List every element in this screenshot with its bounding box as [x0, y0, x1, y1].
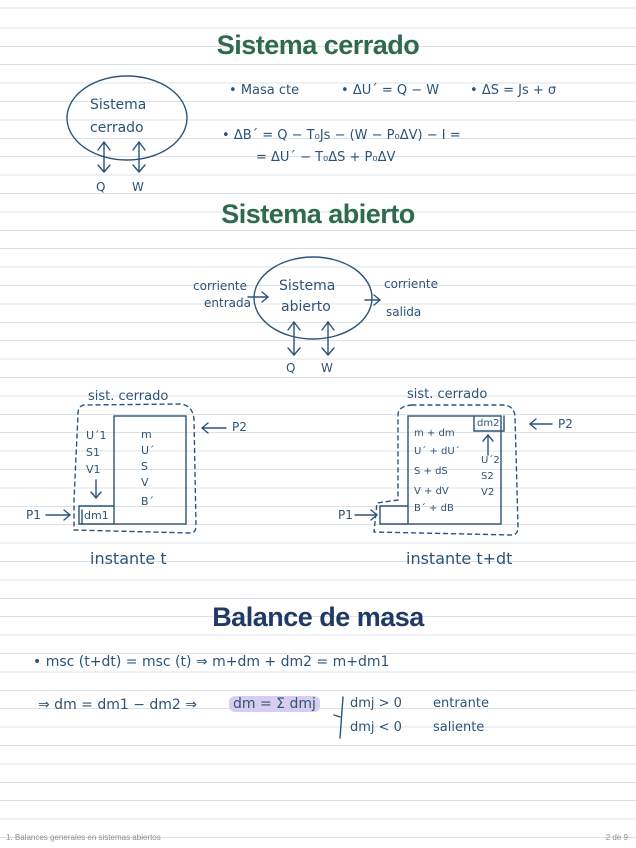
- open-q-label: Q: [286, 361, 296, 375]
- closed-q-label: Q: [96, 180, 106, 194]
- footer-page-indicator: 2 de 9: [605, 833, 628, 842]
- mass-balance-eq-1: • msc (t+dt) = msc (t) ⇒ m+dm + dm2 = m+dm1: [33, 654, 390, 670]
- left-p1-arrow: [46, 510, 70, 520]
- heading-closed-system: Sistema cerrado: [216, 30, 420, 60]
- right-prop-s: S + dS: [414, 466, 448, 477]
- closed-circle-label-1: Sistema: [90, 97, 147, 113]
- case-outflow-label: saliente: [433, 720, 485, 735]
- closed-w-arrow: [133, 142, 145, 172]
- left-prop-s: S: [141, 460, 148, 473]
- closed-system-circle: [67, 76, 187, 160]
- inlet-label-2: entrada: [204, 296, 251, 310]
- mass-balance-eq-2: ⇒ dm = dm1 − dm2 ⇒: [38, 697, 198, 713]
- closed-q-arrow: [98, 142, 110, 172]
- open-circle-label-1: Sistema: [279, 278, 336, 294]
- right-prop-b: B´ + dB: [414, 503, 454, 514]
- right-prop-v: V + dV: [414, 486, 449, 497]
- left-p1-label: P1: [26, 508, 41, 522]
- energy-balance-closed: • ΔU´ = Q − W: [341, 83, 440, 98]
- open-w-label: W: [321, 361, 333, 375]
- right-p2-arrow: [530, 419, 552, 429]
- right-dm2-label: dm2: [477, 418, 500, 429]
- closed-w-label: W: [132, 180, 144, 194]
- right-p2-label: P2: [558, 417, 573, 431]
- case-outflow-condition: dmj < 0: [350, 720, 402, 735]
- mass-balance-result-highlight: dm = Σ dmj: [229, 696, 320, 712]
- outlet-label-2: salida: [386, 305, 422, 319]
- left-p2-label: P2: [232, 420, 247, 434]
- heading-mass-balance: Balance de masa: [212, 602, 424, 632]
- left-inlet-prop-u: U´1: [86, 429, 107, 442]
- left-dm1-label: dm1: [84, 509, 109, 522]
- right-prop-m: m + dm: [414, 428, 455, 439]
- left-prop-m: m: [141, 428, 152, 441]
- left-inlet-prop-v: V1: [86, 463, 101, 476]
- right-prop-u: U´ + dU´: [414, 446, 460, 457]
- left-boundary-title: sist. cerrado: [88, 389, 169, 404]
- cases-brace: [334, 697, 343, 738]
- heading-open-system: Sistema abierto: [221, 199, 415, 229]
- left-p2-arrow: [202, 423, 226, 433]
- left-internal-arrow: [91, 480, 101, 498]
- exergy-balance-closed-2: = ΔU´ − T₀ΔS + P₀ΔV: [256, 150, 396, 165]
- exergy-balance-closed-1: • ΔB´ = Q − T₀Js − (W − P₀ΔV) − I =: [222, 128, 461, 143]
- left-prop-v: V: [141, 476, 149, 489]
- case-inflow-label: entrante: [433, 696, 489, 711]
- left-prop-u: U´: [141, 444, 155, 457]
- open-q-arrow: [288, 322, 300, 355]
- left-caption: instante t: [90, 549, 167, 568]
- right-outlet-prop-v: V2: [481, 487, 495, 498]
- open-system-circle: [254, 257, 372, 339]
- footer-document-title: 1. Balances generales en sistemas abiertos: [6, 833, 161, 842]
- right-boundary-title: sist. cerrado: [407, 387, 488, 402]
- right-inlet-pipe: [380, 506, 408, 524]
- left-inlet-prop-s: S1: [86, 446, 100, 459]
- right-internal-arrow: [483, 435, 493, 455]
- inlet-label-1: corriente: [193, 279, 248, 293]
- entropy-balance-closed: • ΔS = Js + σ: [470, 83, 557, 98]
- closed-circle-label-2: cerrado: [90, 120, 144, 136]
- open-circle-label-2: abierto: [281, 299, 331, 315]
- outlet-label-1: corriente: [384, 277, 439, 291]
- bullet-mass-constant: • Masa cte: [229, 83, 300, 98]
- right-outlet-prop-s: S2: [481, 471, 494, 482]
- left-prop-b: B´: [141, 495, 155, 508]
- right-p1-label: P1: [338, 508, 353, 522]
- right-p1-arrow: [355, 510, 377, 520]
- inlet-arrow: [248, 292, 268, 302]
- right-caption: instante t+dt: [406, 549, 513, 568]
- right-outlet-prop-u: U´2: [481, 455, 500, 466]
- case-inflow-condition: dmj > 0: [350, 696, 402, 711]
